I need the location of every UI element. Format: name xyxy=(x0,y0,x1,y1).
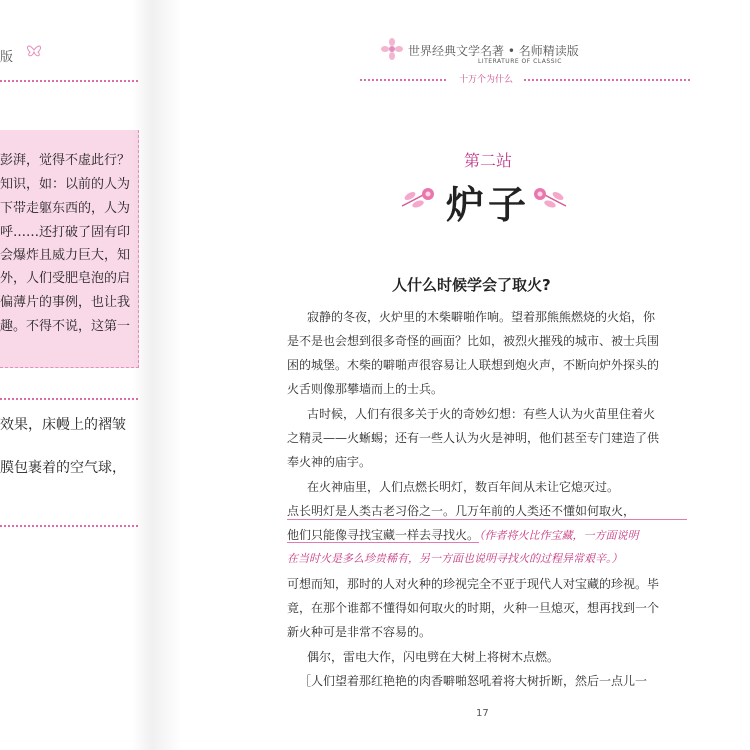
body-line: 新火种可是非常不容易的。 xyxy=(287,625,432,639)
body-line: 寂静的冬夜，火炉里的木柴噼啪作响。望着那熊熊燃烧的火焰，你 xyxy=(307,310,656,324)
note-box-line: 外，人们受肥皂泡的启 xyxy=(0,271,131,286)
page-number: 17 xyxy=(476,708,489,719)
body-line-underlined: 点长明灯是人类古老习俗之一。几万年前的人类还不懂如何取火， xyxy=(287,503,687,520)
note-box-line: 会爆炸且威力巨大，知 xyxy=(0,248,131,263)
body-line: 之精灵——火蜥蜴；还有一些人认为火是神明，他们甚至专门建造了供 xyxy=(287,431,660,445)
left-section-divider xyxy=(0,398,138,400)
note-box-line: 彭湃，觉得不虚此行？ xyxy=(0,153,131,168)
body-line: 在火神庙里，人们点燃长明灯，数百年间从未让它熄灭过。 xyxy=(307,480,620,494)
left-body-line: 效果，床幔上的褶皱 xyxy=(0,417,126,433)
body-line-underlined xyxy=(287,527,639,544)
book-title-label: 十万个为什么 xyxy=(448,73,524,87)
book-series-subtitle: LITERATURE OF CLASSIC xyxy=(478,58,562,65)
body-line: 偶尔，雷电大作，闪电劈在大树上将树木点燃。 xyxy=(307,650,560,664)
chapter-title: 炉子 xyxy=(446,182,531,227)
note-box-line: 下带走躯东西的，人为 xyxy=(0,201,131,216)
reading-note-box xyxy=(0,130,139,368)
section-heading: 人什么时候学会了取火? xyxy=(392,276,551,294)
note-box-line: 知识，如：以前的人为 xyxy=(0,177,131,192)
body-line: 古时候，人们有很多关于火的奇妙幻想：有些人认为火苗里住着火 xyxy=(307,407,656,421)
station-label: 第二站 xyxy=(464,151,513,170)
left-header-fragment: 版 xyxy=(0,50,14,65)
body-line: 可想而知，那时的人对火种的珍视完全不亚于现代人对宝藏的珍视。毕 xyxy=(287,577,660,591)
header-divider xyxy=(360,79,690,81)
left-header-divider xyxy=(0,80,138,82)
body-line: ［人们望着那红艳艳的肉香噼啪怒吼着将大树折断，然后一点儿一 xyxy=(299,674,648,688)
butterfly-ornament-icon xyxy=(24,40,44,60)
body-line: 困的城堡。木柴的噼啪声很容易让人联想到炮火声，不断向炉外探头的 xyxy=(287,358,660,372)
flower-ornament-icon xyxy=(530,176,570,216)
body-line: 是不是也会想到很多奇怪的画面？比如，被烈火摧残的城市、被士兵围 xyxy=(287,334,660,348)
note-box-line: 趣。不得不说，这第一 xyxy=(0,319,131,334)
book-series-title: 世界经典文学名著 • 名师精读版 xyxy=(408,44,579,58)
note-box-line: 偏薄片的事例，也让我 xyxy=(0,295,131,310)
left-body-line: 膜包裹着的空气球， xyxy=(0,460,126,476)
page-gutter xyxy=(132,0,182,750)
left-section-divider xyxy=(0,525,138,527)
body-line-text: 他们只能像寻找宝藏一样去寻找火。 xyxy=(287,528,480,542)
flower-ornament-icon xyxy=(381,38,403,60)
annotation-note: 在当时火是多么珍贵稀有，另一方面也说明寻找火的过程异常艰辛。） xyxy=(287,552,623,565)
flower-ornament-icon xyxy=(398,176,438,216)
body-line: 奉火神的庙宇。 xyxy=(287,455,372,469)
annotation-note: （作者将火比作宝藏，一方面说明 xyxy=(479,529,639,542)
body-line: 竟，在那个谁都不懂得如何取火的时期，火种一旦熄灭，想再找到一个 xyxy=(287,601,660,615)
note-box-line: 呼……还打破了固有印 xyxy=(0,225,131,240)
body-line: 火舌则像那攀墙而上的士兵。 xyxy=(287,382,444,396)
